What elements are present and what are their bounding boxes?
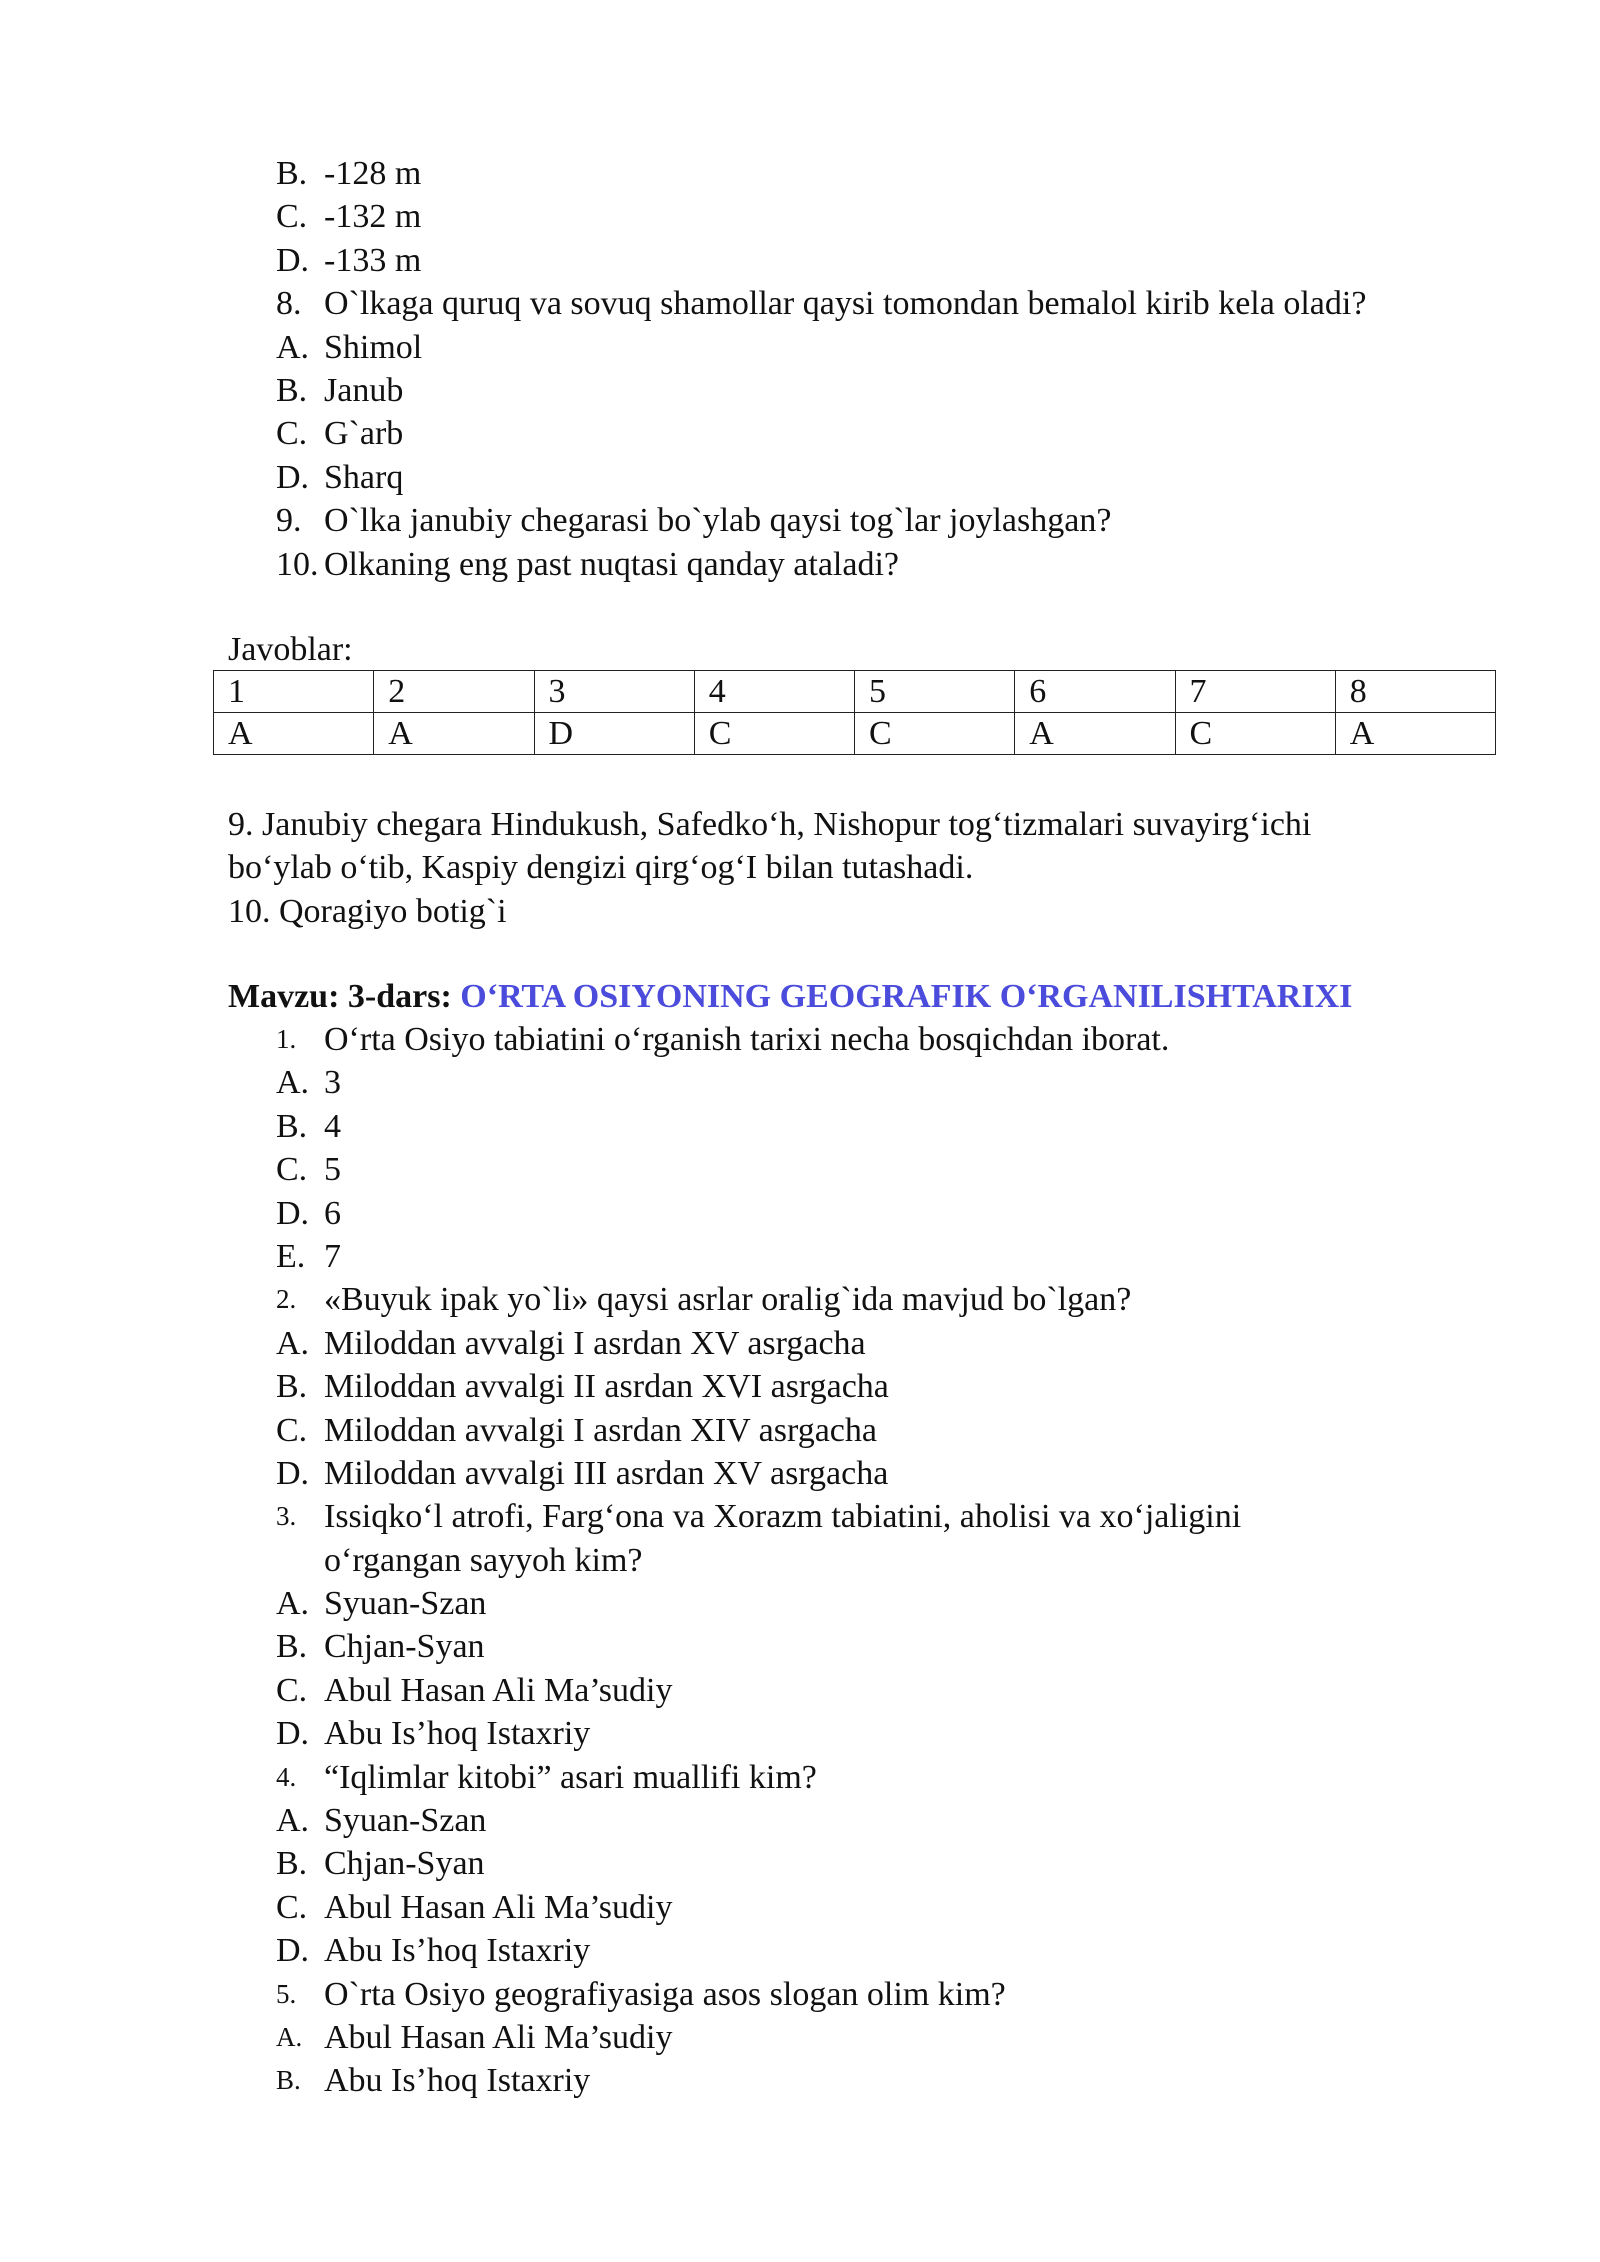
item-marker: C.	[276, 1411, 308, 1449]
list-item	[0, 1322, 1600, 1365]
item-text: 3	[324, 1064, 341, 1102]
list-item	[0, 369, 1600, 412]
item-text: O`lka janubiy chegarasi bo`ylab qaysi tog`lar joylashgan?	[324, 502, 1112, 540]
answer-number-cell: 6	[1015, 671, 1175, 713]
answer-number-cell: 5	[855, 671, 1015, 713]
item-marker: B.	[276, 371, 308, 409]
item-marker: A.	[276, 2021, 303, 2052]
list-item	[0, 1539, 1600, 1582]
item-text: 6	[324, 1194, 341, 1232]
answers-letter-row	[214, 713, 1496, 755]
item-text: Issiqko‘l atrofi, Farg‘ona va Xorazm tabiatini, aholisi va xo‘jaligini	[324, 1498, 1242, 1536]
item-text: -133 m	[324, 241, 422, 279]
item-marker: 1.	[276, 1024, 297, 1054]
answer-number-cell: 4	[694, 671, 854, 713]
explanation-text: bo‘ylab o‘tib, Kaspiy dengizi qirg‘og‘I bilan tutashadi.	[228, 849, 974, 887]
item-marker: A.	[276, 1064, 310, 1102]
item-text: Miloddan avvalgi II asrdan XVI asrgacha	[324, 1368, 889, 1406]
item-marker: 3.	[276, 1501, 297, 1532]
list-item	[0, 1886, 1600, 1929]
item-marker: C.	[276, 1888, 308, 1926]
explanation-line	[0, 846, 1600, 889]
answer-letter-cell: A	[1335, 713, 1495, 755]
list-item	[0, 1973, 1600, 2016]
item-marker: 10.	[276, 545, 319, 583]
item-text: Chjan-Syan	[324, 1845, 485, 1883]
item-text: Sharq	[324, 458, 404, 496]
item-text: O`lkaga quruq va sovuq shamollar qaysi tomondan bemalol kirib kela oladi?	[324, 285, 1367, 323]
item-text: Miloddan avvalgi III asrdan XV asrgacha	[324, 1454, 889, 1492]
answer-number-cell: 7	[1175, 671, 1335, 713]
item-marker: C.	[276, 415, 308, 453]
item-text: o‘rgangan sayyoh kim?	[324, 1541, 643, 1579]
questions-block-2	[0, 1018, 1600, 2103]
list-item	[0, 1192, 1600, 1235]
list-item	[0, 326, 1600, 369]
list-item	[0, 152, 1600, 195]
item-marker: 8.	[276, 285, 302, 323]
answer-number-cell: 2	[374, 671, 534, 713]
item-marker: 4.	[276, 1761, 297, 1792]
item-text: Abu Is’hoq Istaxriy	[324, 1932, 591, 1970]
item-text: Janub	[324, 371, 404, 409]
list-item	[0, 1495, 1600, 1538]
list-item	[0, 1712, 1600, 1755]
list-item	[0, 1669, 1600, 1712]
answer-letter-cell: C	[855, 713, 1015, 755]
list-item	[0, 1842, 1600, 1885]
answer-letter-cell: D	[534, 713, 694, 755]
item-text: -132 m	[324, 198, 422, 236]
item-marker: A.	[276, 1324, 310, 1362]
list-item	[0, 1018, 1600, 1061]
item-text: -128 m	[324, 155, 422, 192]
list-item	[0, 1365, 1600, 1408]
explanation-text: 10. Qoragiyo botig`i	[228, 892, 507, 930]
answer-number-cell: 1	[214, 671, 374, 713]
item-marker: D.	[276, 458, 310, 496]
item-marker: A.	[276, 1802, 310, 1840]
item-text: Syuan-Szan	[324, 1585, 487, 1623]
answers-label: Javoblar:	[228, 631, 353, 668]
item-text: 7	[324, 1237, 341, 1275]
list-item	[0, 1582, 1600, 1625]
answer-letter-cell: A	[214, 713, 374, 755]
answer-letter-cell: C	[1175, 713, 1335, 755]
item-text: Abu Is’hoq Istaxriy	[324, 2062, 591, 2100]
item-text: Shimol	[324, 328, 423, 366]
list-item	[0, 1799, 1600, 1842]
item-text: Miloddan avvalgi I asrdan XIV asrgacha	[324, 1411, 877, 1449]
item-text: Abul Hasan Ali Ma’sudiy	[324, 1888, 673, 1926]
list-item	[0, 282, 1600, 325]
explanation-line	[0, 890, 1600, 933]
list-item	[0, 1929, 1600, 1972]
item-text: Abu Is’hoq Istaxriy	[324, 1715, 591, 1753]
item-marker: B.	[276, 1628, 308, 1666]
item-text: 5	[324, 1151, 341, 1189]
item-text: «Buyuk ipak yo`li» qaysi asrlar oralig`ida mavjud bo`lgan?	[324, 1281, 1132, 1319]
answer-number-cell: 3	[534, 671, 694, 713]
list-item	[0, 195, 1600, 238]
item-marker: A.	[276, 1585, 310, 1623]
answer-number-cell: 8	[1335, 671, 1495, 713]
answer-letter-cell: A	[374, 713, 534, 755]
questions-block-1	[0, 152, 1600, 586]
list-item	[0, 2016, 1600, 2059]
list-item	[0, 1105, 1600, 1148]
topic-prefix: Mavzu: 3-dars:	[228, 978, 452, 1015]
answer-letter-cell: C	[694, 713, 854, 755]
answers-number-row	[214, 671, 1496, 713]
list-item	[0, 456, 1600, 499]
item-marker: C.	[276, 1671, 308, 1709]
item-marker: B.	[276, 1368, 308, 1406]
list-item	[0, 2059, 1600, 2102]
item-marker: D.	[276, 1454, 310, 1492]
answers-table	[213, 670, 1496, 755]
item-text: “Iqlimlar kitobi” asari muallifi kim?	[324, 1758, 817, 1796]
item-text: Abul Hasan Ali Ma’sudiy	[324, 2018, 673, 2056]
item-marker: C.	[276, 198, 308, 236]
item-text: O‘rta Osiyo tabiatini o‘rganish tarixi necha bosqichdan iborat.	[324, 1021, 1170, 1058]
topic-title: O‘RTA OSIYONING GEOGRAFIK O‘RGANILISHTARIXI	[460, 978, 1353, 1015]
item-marker: D.	[276, 1194, 310, 1232]
list-item	[0, 1409, 1600, 1452]
item-text: Syuan-Szan	[324, 1802, 487, 1840]
item-marker: B.	[276, 1845, 308, 1883]
item-marker: A.	[276, 328, 310, 366]
list-item	[0, 1061, 1600, 1104]
answer-letter-cell: A	[1015, 713, 1175, 755]
topic-heading	[228, 975, 1352, 1018]
item-marker: B.	[276, 1107, 308, 1145]
list-item	[0, 1756, 1600, 1799]
item-text: Miloddan avvalgi I asrdan XV asrgacha	[324, 1324, 866, 1362]
list-item	[0, 1625, 1600, 1668]
list-item	[0, 1452, 1600, 1495]
item-marker: 9.	[276, 502, 302, 540]
list-item	[0, 1278, 1600, 1321]
item-marker: B.	[276, 155, 308, 192]
item-marker: D.	[276, 1932, 310, 1970]
item-marker: B.	[276, 2065, 301, 2096]
explanation-line	[0, 803, 1600, 846]
explanations-block	[0, 803, 1600, 933]
item-text: Chjan-Syan	[324, 1628, 485, 1666]
list-item	[0, 499, 1600, 542]
item-text: 4	[324, 1107, 341, 1145]
list-item	[0, 1235, 1600, 1278]
item-marker: E.	[276, 1237, 306, 1275]
list-item	[0, 239, 1600, 282]
item-marker: C.	[276, 1151, 308, 1189]
item-text: O`rta Osiyo geografiyasiga asos slogan olim kim?	[324, 1975, 1006, 2013]
list-item	[0, 412, 1600, 455]
explanation-text: 9. Janubiy chegara Hindukush, Safedko‘h, Nishopur tog‘tizmalari suvayirg‘ichi	[228, 806, 1312, 843]
item-text: Abul Hasan Ali Ma’sudiy	[324, 1671, 673, 1709]
item-marker: 5.	[276, 1978, 297, 2009]
item-text: G`arb	[324, 415, 404, 453]
item-text: Olkaning eng past nuqtasi qanday ataladi?	[324, 545, 899, 583]
item-marker: D.	[276, 241, 310, 279]
item-marker: 2.	[276, 1284, 297, 1315]
list-item	[0, 1148, 1600, 1191]
item-marker: D.	[276, 1715, 310, 1753]
list-item	[0, 543, 1600, 586]
